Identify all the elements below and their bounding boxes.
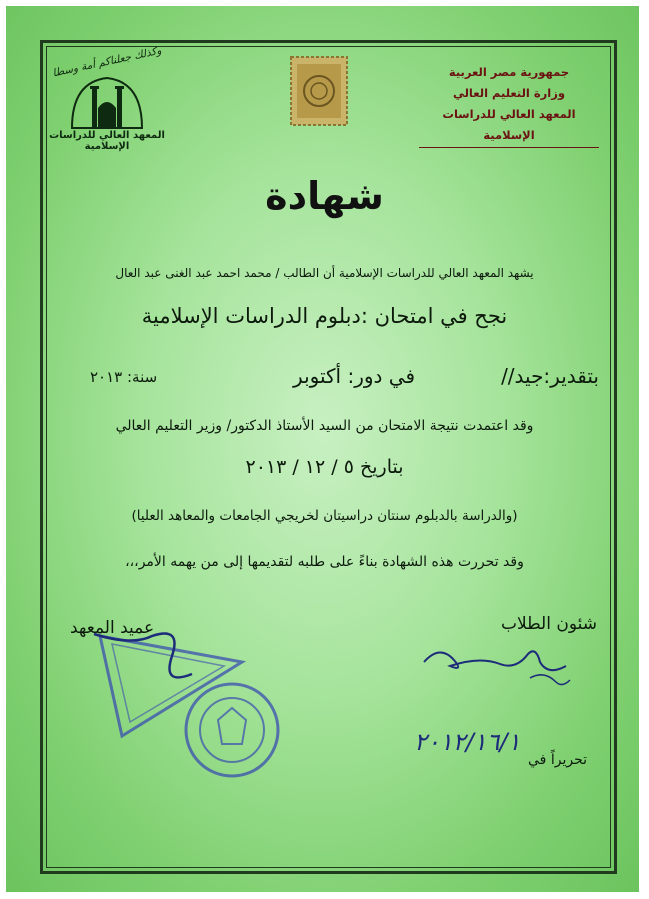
header-line-2: وزارة التعليم العالي	[452, 86, 565, 100]
session-text: في دور: أكتوبر	[293, 364, 415, 388]
student-affairs-label: شئون الطلاب	[500, 614, 597, 634]
revenue-stamp	[290, 56, 348, 126]
body-line-note: (والدراسة بالدبلوم سنتان دراسيتان لخريجي الجامعات والمعاهد العليا)	[131, 508, 518, 524]
institute-logo	[48, 46, 166, 158]
logo-name: المعهد العالي للدراسات الإسلامية	[49, 130, 165, 152]
body-line-passed: نجح في امتحان :دبلوم الدراسات الإسلامية	[141, 304, 508, 328]
dean-seal-stamp	[92, 596, 262, 786]
student-affairs-signature	[420, 636, 570, 694]
dean-label: عميد المعهد	[70, 618, 155, 638]
body-line-issued: وقد تحررت هذه الشهادة بناءً على طلبه لتقديمها إلى من يهمه الأمر،،،	[125, 554, 524, 570]
body-line-approval: وقد اعتمدت نتيجة الامتحان من السيد الأستاذ الدكتور/ وزير التعليم العالي	[115, 418, 534, 434]
body-line-grade	[50, 364, 599, 394]
body-line-date: بتاريخ ٥ / ١٢ / ٢٠١٣	[245, 456, 404, 478]
issued-on-label: تحريراً في	[528, 752, 587, 768]
header-line-3: المعهد العالي للدراسات الإسلامية	[419, 104, 599, 148]
logo-motto: وكذلك جعلناكم أمة وسطا	[51, 44, 163, 80]
certificate-title: شهادة	[265, 174, 384, 218]
ministry-header	[419, 62, 599, 148]
year-text: سنة: ٢٠١٣	[90, 368, 158, 386]
handwritten-date: ٢٠١٢/١٦/١	[414, 728, 521, 756]
mosque-icon	[68, 74, 146, 130]
body-line-student: يشهد المعهد العالي للدراسات الإسلامية أن الطالب / محمد احمد عبد الغنى عبد العال	[115, 266, 534, 280]
header-line-1: جمهورية مصر العربية	[448, 65, 570, 79]
grade-text: بتقدير:جيد//	[501, 364, 599, 388]
